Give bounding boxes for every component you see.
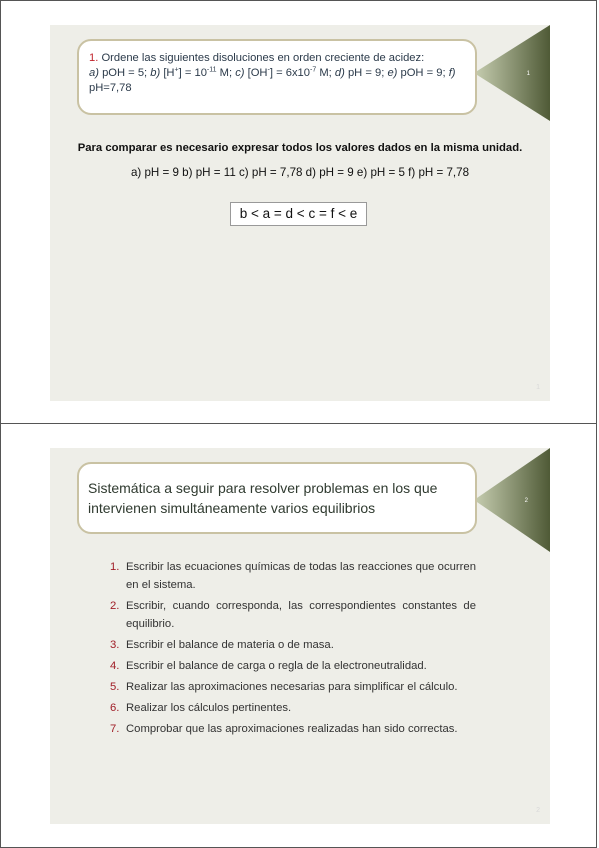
option-d-label: d) — [334, 67, 345, 79]
step-text: Realizar los cálculos pertinentes. — [126, 702, 292, 714]
list-item — [110, 597, 476, 633]
step-text: Escribir, cuando corresponda, las correspondientes constantes de equilibrio. — [126, 600, 476, 630]
option-b-text: $[H^+] = 10^{-11}$ M; — [163, 66, 233, 79]
step-number: 5. — [110, 681, 120, 693]
footer-slide-number: 1 — [536, 384, 540, 391]
step-text: Comprobar que las aproximaciones realizadas han sido correctas. — [126, 723, 458, 735]
option-c-text: $[OH^-] = 6x10^{-7}$ M; — [247, 66, 332, 79]
list-item — [110, 558, 476, 594]
slide-title: Sistemática a seguir para resolver problemas en los que intervienen simultáneamente varios equilibrios — [88, 480, 438, 516]
option-c-label: c) — [235, 67, 245, 79]
answer-box: b < a = d < c = f < e — [230, 202, 367, 226]
option-a-text: pOH = 5; — [102, 67, 148, 79]
step-text: Realizar las aproximaciones necesarias para simplificar el cálculo. — [126, 681, 458, 693]
step-number: 4. — [110, 660, 120, 672]
list-item — [110, 657, 476, 675]
page-2 — [0, 423, 597, 848]
question-box — [77, 39, 477, 115]
list-item — [110, 636, 476, 654]
title-box — [77, 462, 477, 534]
step-text: Escribir las ecuaciones químicas de todas las reacciones que ocurren en el sistema. — [126, 561, 476, 591]
step-text: Escribir el balance de carga o regla de la electroneutralidad. — [126, 660, 427, 672]
explanation-text: Para comparar es necesario expresar todos los valores dados en la misma unidad. — [77, 142, 523, 154]
list-item — [110, 699, 476, 717]
option-e-text: pOH = 9; — [400, 67, 446, 79]
slide-number: 1 — [526, 71, 530, 77]
step-text: Escribir el balance de materia o de masa. — [126, 639, 334, 651]
option-e-label: e) — [387, 67, 398, 79]
option-f-label: f) — [448, 67, 456, 79]
slide-number: 2 — [524, 498, 528, 504]
step-number: 2. — [110, 600, 120, 612]
slide-1 — [50, 25, 550, 401]
slide-2 — [50, 448, 550, 824]
option-f-text: pH=7,78 — [89, 82, 132, 94]
option-a-label: a) — [89, 67, 99, 79]
step-number: 1. — [110, 561, 120, 573]
corner-triangle-decoration — [474, 448, 550, 552]
corner-triangle-decoration — [474, 25, 550, 121]
step-number: 3. — [110, 639, 120, 651]
list-item — [110, 720, 476, 738]
list-item — [110, 678, 476, 696]
footer-slide-number: 2 — [536, 807, 540, 814]
question-intro: Ordene las siguientes disoluciones en orden creciente de acidez: — [101, 52, 425, 64]
question-number: 1. — [89, 52, 99, 64]
step-number: 7. — [110, 723, 120, 735]
values-line: a) pH = 9 b) pH = 11 c) pH = 7,78 d) pH = 9 e) pH = 5 f) pH = 7,78 — [130, 166, 470, 179]
option-b-label: b) — [150, 67, 161, 79]
steps-list — [110, 558, 476, 741]
option-d-text: pH = 9; — [347, 67, 385, 79]
step-number: 6. — [110, 702, 120, 714]
page-1 — [0, 0, 597, 424]
